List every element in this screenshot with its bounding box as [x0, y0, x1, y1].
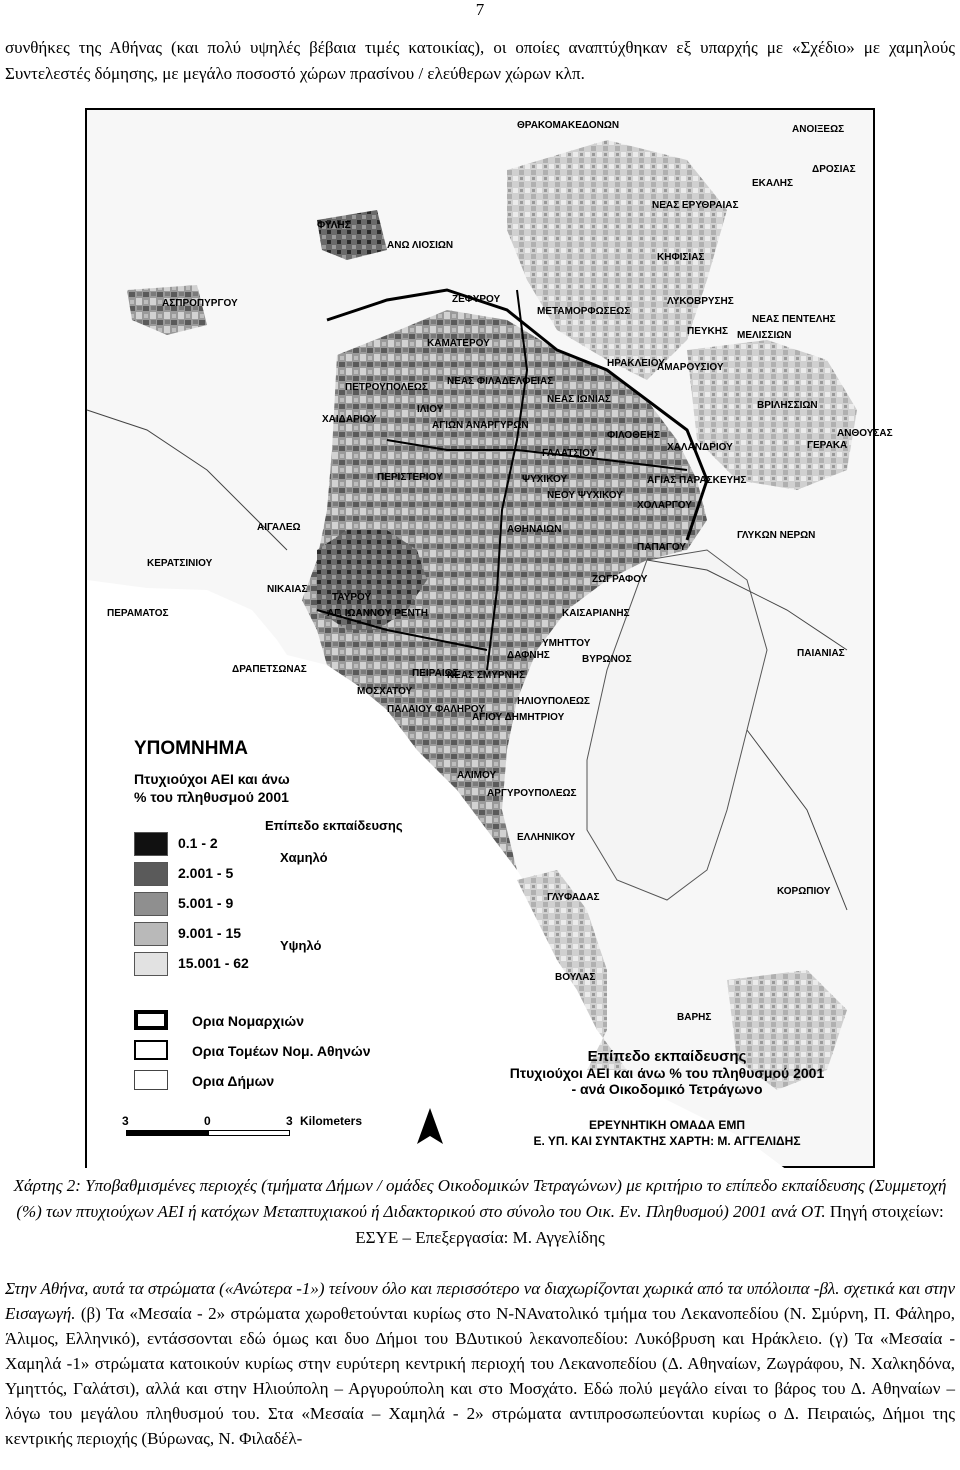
place-label: ΔΑΦΝΗΣ — [507, 650, 550, 661]
map-figure — [85, 108, 893, 1168]
place-label: ΚΗΦΙΣΙΑΣ — [657, 252, 705, 263]
fyli-area — [317, 210, 387, 260]
place-label: ΕΛΛΗΝΙΚΟΥ — [517, 832, 576, 843]
legend-swatch — [134, 952, 168, 976]
place-label: ΝΕΑΣ ΕΡΥΘΡΑΙΑΣ — [652, 200, 739, 211]
body-italic: Στην Αθήνα, αυτά τα στρώματα («Ανώτερα -1») τείνουν όλο και περισσότερο να διαχωρίζονται χωρικά από τα υπόλοιπα -βλ. σχετικά και στην Εισαγωγή. — [5, 1279, 955, 1323]
place-label: ΕΚΑΛΗΣ — [752, 178, 794, 189]
place-label: ΒΑΡΗΣ — [677, 1012, 712, 1023]
legend-class-2 — [134, 862, 254, 886]
legend-swatch — [134, 832, 168, 856]
place-label: ΑΘΗΝΑΙΩΝ — [507, 524, 562, 535]
place-label: ΑΓΙΟΥ ΔΗΜΗΤΡΙΟΥ — [472, 712, 565, 723]
place-label: ΝΕΑΣ ΙΩΝΙΑΣ — [547, 394, 611, 405]
legend-boundary-label: Ορια Τομέων Νομ. Αθηνών — [192, 1043, 371, 1059]
hymettus-area — [587, 550, 767, 900]
legend-class-1 — [134, 832, 254, 856]
map-title-line3: - ανά Οικοδομικό Τετράγωνο — [571, 1081, 763, 1097]
place-label: ΝΕΑΣ ΠΕΝΤΕΛΗΣ — [752, 314, 836, 325]
place-label: ΒΟΥΛΑΣ — [555, 972, 596, 983]
place-label: ΠΕΙΡΑΙΩΣ — [412, 668, 459, 679]
intro-paragraph: συνθήκες της Αθήνας (και πολύ υψηλές βέβαια τιμές κατοικίας), οι οποίες αναπτύχθηκαν εξ υπαρχής με «Σχέδιο» με χαμηλούς Συντελεστές δόμησης, με μεγάλο ποσοστό χώρων πρασίνου / ελεύθερων χώρων κλπ. — [5, 38, 955, 83]
caption-source: Πηγή στοιχείων: ΕΣΥΕ – Επεξεργασία: Μ. Αγγελίδης — [355, 1202, 944, 1247]
scale-unit-label: Kilometers — [300, 1114, 363, 1128]
map-title-line1: Επίπεδο εκπαίδευσης — [587, 1048, 747, 1065]
legend-boundary-box — [134, 1070, 168, 1090]
place-label: ΗΡΑΚΛΕΙΟΥ — [607, 358, 665, 369]
place-label: ΘΡΑΚΟΜΑΚΕΔΟΝΩΝ — [517, 120, 620, 131]
map-title-line2: Πτυχιούχοι ΑΕΙ και άνω % του πληθυσμού 2001 — [509, 1065, 825, 1081]
legend-subtitle — [134, 770, 290, 806]
place-label: ΔΡΟΣΙΑΣ — [812, 164, 856, 175]
legend-class-label: 0.1 - 2 — [178, 835, 218, 851]
scale-left-label: 3 — [122, 1114, 129, 1128]
place-label: ΦΥΛΗΣ — [317, 220, 351, 231]
place-label: ΓΛΥΦΑΔΑΣ — [547, 892, 600, 903]
place-label: ΗΛΙΟΥΠΟΛΕΩΣ — [517, 696, 590, 707]
place-label: ΑΡΓΥΡΟΥΠΟΛΕΩΣ — [487, 788, 577, 799]
place-label: ΠΕΡΙΣΤΕΡΙΟΥ — [377, 472, 443, 483]
map-caption — [5, 1173, 955, 1251]
place-label: ΠΕΤΡΟΥΠΟΛΕΩΣ — [345, 382, 428, 393]
place-label: ΝΙΚΑΙΑΣ — [267, 584, 308, 595]
place-label: ΠΕΥΚΗΣ — [687, 326, 729, 337]
scale-bar-fill — [127, 1131, 209, 1135]
place-label: ΠΑΛΑΙΟΥ ΦΑΛΗΡΟΥ — [387, 704, 485, 715]
legend-class-3 — [134, 892, 254, 916]
road-line-3 — [747, 730, 847, 910]
legend-boundary-label: Ορια Δήμων — [192, 1073, 275, 1089]
place-label: ΧΑΛΑΝΔΡΙΟΥ — [667, 442, 733, 453]
scale-right-label: 3 — [286, 1114, 293, 1128]
legend-swatch — [134, 862, 168, 886]
body-paragraph — [5, 1276, 955, 1451]
place-label: ΠΑΙΑΝΙΑΣ — [797, 648, 845, 659]
legend-swatch — [134, 892, 168, 916]
place-label: ΖΩΓΡΑΦΟΥ — [592, 574, 648, 585]
place-label: ΚΟΡΩΠΙΟΥ — [777, 886, 831, 897]
place-label: ΑΓΙΑΣ ΠΑΡΑΣΚΕΥΗΣ — [647, 475, 747, 486]
place-label: ΜΟΣΧΑΤΟΥ — [357, 686, 413, 697]
legend-level-high: Υψηλό — [280, 938, 322, 953]
place-label: ΨΥΧΙΚΟΥ — [522, 474, 568, 485]
place-label: ΓΑΛΑΤΣΙΟΥ — [542, 448, 597, 459]
legend-class-label: 15.001 - 62 — [178, 955, 249, 971]
place-label: ΓΛΥΚΩΝ ΝΕΡΩΝ — [737, 530, 816, 541]
legend-level-heading: Επίπεδο εκπαίδευσης — [265, 818, 403, 833]
place-label: ΝΕΑΣ ΦΙΛΑΔΕΛΦΕΙΑΣ — [447, 376, 554, 387]
place-label: ΑΓ. ΙΩΑΝΝΟΥ ΡΕΝΤΗ — [327, 608, 428, 619]
legend-level-low: Χαμηλό — [280, 850, 328, 865]
legend-class-label: 5.001 - 9 — [178, 895, 234, 911]
place-label: ΑΙΓΑΛΕΩ — [257, 522, 301, 533]
map-credit-line2: Ε. ΥΠ. ΚΑΙ ΣΥΝΤΑΚΤΗΣ ΧΑΡΤΗ: Μ. ΑΓΓΕΛΙΔΗΣ — [533, 1134, 801, 1148]
place-label: ΚΑΙΣΑΡΙΑΝΗΣ — [562, 608, 630, 619]
place-label: ΥΜΗΤΤΟΥ — [542, 638, 591, 649]
place-label: ΝΕΑΣ ΣΜΥΡΝΗΣ — [447, 670, 526, 681]
legend-class-label: 9.001 - 15 — [178, 925, 242, 941]
place-label: ΑΝΟΙΞΕΩΣ — [792, 124, 845, 135]
place-label: ΑΝΘΟΥΣΑΣ — [837, 428, 893, 439]
legend-boundary-box — [134, 1010, 168, 1030]
legend-boundary-sector — [134, 1040, 454, 1062]
legend-class-5 — [134, 952, 254, 976]
place-label: ΑΓΙΩΝ ΑΝΑΡΓΥΡΩΝ — [432, 420, 529, 431]
legend-swatch — [134, 922, 168, 946]
place-label: ΔΡΑΠΕΤΣΩΝΑΣ — [232, 664, 307, 675]
scale-mid-label: 0 — [204, 1114, 211, 1128]
legend-boundary-label: Ορια Νομαρχιών — [192, 1013, 304, 1029]
place-label: ΚΕΡΑΤΣΙΝΙΟΥ — [147, 558, 213, 569]
place-label: ΤΑΥΡΟΥ — [332, 592, 372, 603]
place-label: ΜΕΤΑΜΟΡΦΩΣΕΩΣ — [537, 306, 631, 317]
place-label: ΑΣΠΡΟΠΥΡΓΟΥ — [162, 298, 238, 309]
legend-title: ΥΠΟΜΝΗΜΑ — [134, 738, 248, 759]
place-label: ΑΛΙΜΟΥ — [457, 770, 497, 781]
caption-main: Χάρτης 2: Υποβαθμισμένες περιοχές (τμήματα Δήμων / ομάδες Οικοδομικών Τετραγώνων) με κριτήριο το επίπεδο εκπαίδευσης (Συμμετοχή (%) των πτυχιούχων ΑΕΙ ή κατόχων Μεταπτυχιακού ή Διδακτορικού στο σύνολο του Οικ. Εν. Πληθυσμού) 2001 ανά ΟΤ. — [13, 1176, 947, 1221]
place-label: ΙΛΙΟΥ — [417, 404, 444, 415]
map-credit-line1: ΕΡΕΥΝΗΤΙΚΗ ΟΜΑΔΑ ΕΜΠ — [589, 1118, 745, 1132]
place-label: ΠΕΡΑΜΑΤΟΣ — [107, 608, 169, 619]
legend-class-4 — [134, 922, 254, 946]
place-label: ΧΟΛΑΡΓΟΥ — [637, 500, 692, 511]
scale-bar-line — [126, 1130, 290, 1136]
place-label: ΧΑΙΔΑΡΙΟΥ — [322, 414, 377, 425]
place-label: ΒΡΙΛΗΣΣΙΩΝ — [757, 400, 818, 411]
legend-boundary-municipality — [134, 1070, 454, 1092]
place-label: ΠΑΠΑΓΟΥ — [637, 542, 687, 553]
legend-subtitle-line1: Πτυχιούχοι ΑΕΙ και άνω — [134, 771, 290, 787]
page-number: 7 — [475, 0, 485, 19]
place-label: ΑΜΑΡΟΥΣΙΟΥ — [657, 362, 724, 373]
place-label: ΖΕΦΥΡΟΥ — [452, 294, 501, 305]
place-label: ΜΕΛΙΣΣΙΩΝ — [737, 330, 792, 341]
legend-class-label: 2.001 - 5 — [178, 865, 234, 881]
legend-subtitle-line2: % του πληθυσμού 2001 — [134, 789, 289, 805]
aspropyrgos-area — [127, 285, 207, 335]
place-label: ΝΕΟΥ ΨΥΧΙΚΟΥ — [547, 490, 623, 501]
legend-boundary-box — [134, 1040, 168, 1060]
place-label: ΑΝΩ ΛΙΟΣΙΩΝ — [387, 240, 454, 251]
place-label: ΛΥΚΟΒΡΥΣΗΣ — [667, 296, 734, 307]
body-main: (β) Τα «Μεσαία - 2» στρώματα χωροθετούνται κυρίως στο Ν-ΝΑνατολικό τμήμα του Λεκανοπεδίου (Ν. Σμύρνη, Π. Φάληρο, Άλιμος, Ελληνικό), εντάσσονται εδώ όμως και δυο Δήμοι του ΒΔυτικού λεκανοπεδίου: Λυκόβρυση και Ηράκλειο. (γ) Τα «Μεσαία - Χαμηλά -1» στρώματα κατοικούν κυρίως στην ευρύτερη κεντρική περιοχή του Λεκανοπεδίου (Δ. Αθηναίων, Ζωγράφου, Ν. Χαλκηδόνα, Υμηττός, Γαλάτσι), αλλά και στην Ηλιούπολη – Αργυρούπολη και στο Μοσχάτο. Εδώ πολύ μεγάλο είναι το βάρος του Δ. Αθηναίων – λόγω του μεγάλου πληθυσμού του. Στα «Μεσαία – Χαμηλά - 2» στρώματα αντιπροσωπεύονται κυρίως ο Δ. Πειραιώς, Δήμοι της κεντρικής περιοχής (Βύρωνας, Ν. Φιλαδέλ- — [5, 1304, 956, 1448]
scale-bar — [122, 1114, 363, 1144]
map-title-block — [467, 1048, 867, 1097]
place-label: ΓΕΡΑΚΑ — [807, 440, 848, 451]
legend-boundary-prefecture — [134, 1010, 454, 1032]
place-label: ΦΙΛΟΘΕΗΣ — [607, 430, 660, 441]
map-credits — [467, 1117, 867, 1149]
place-label: ΒΥΡΩΝΟΣ — [582, 654, 632, 665]
place-label: ΚΑΜΑΤΕΡΟΥ — [427, 338, 490, 349]
